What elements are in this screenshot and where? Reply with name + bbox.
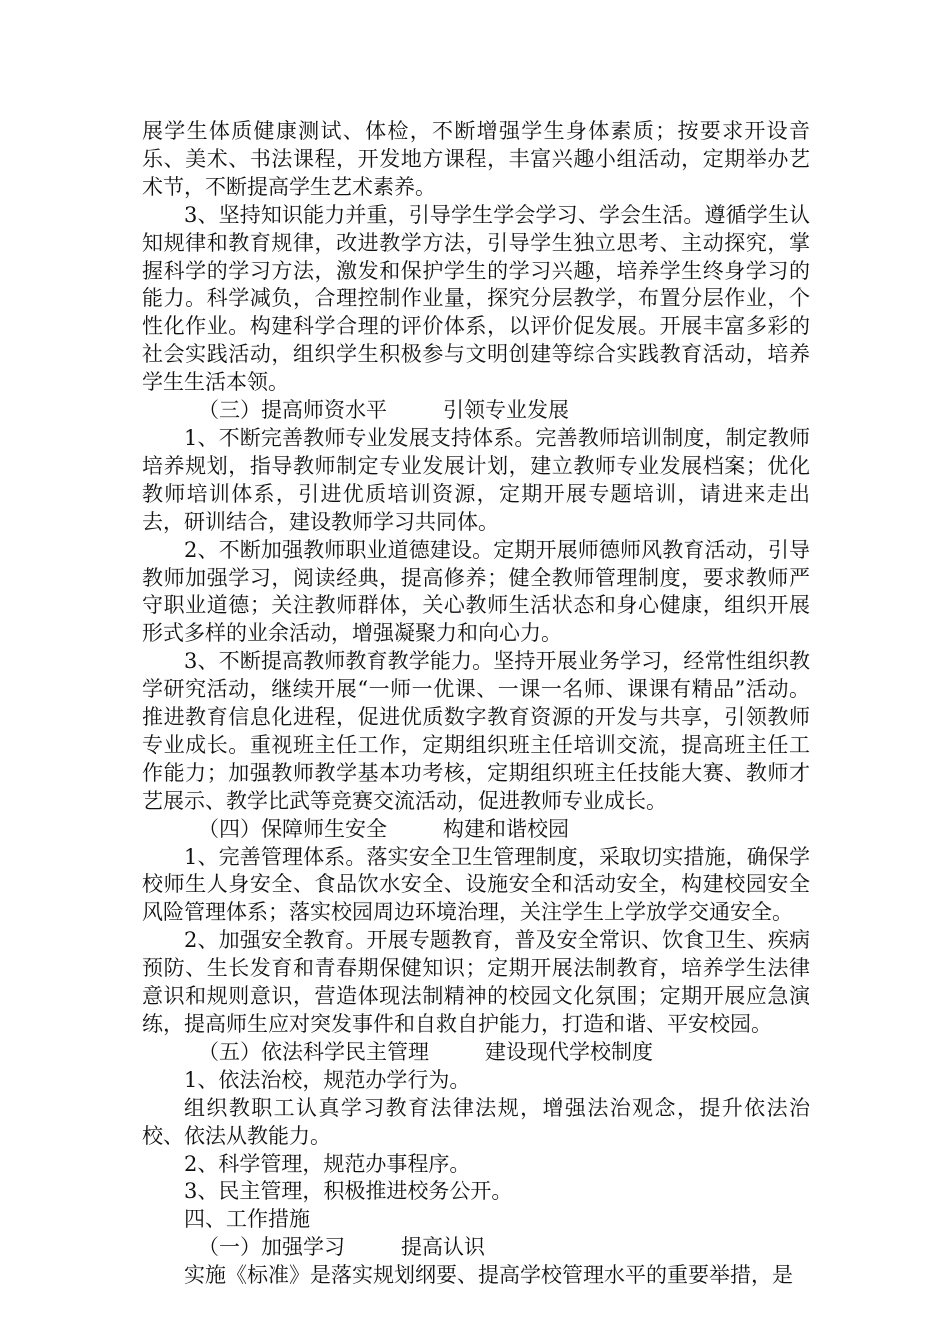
heading-part: （一）加强学习 — [198, 1235, 345, 1260]
paragraph-body: 2、不断加强教师职业道德建设。定期开展师德师风教育活动，引导教师加强学习，阅读经典，提高修养；健全教师管理制度，要求教师严守职业道德；关注教师群体，关心教师生活状态和身心健康，组织开展形式多样的业余活动，增强凝聚力和向心力。 — [142, 537, 810, 646]
section-heading — [142, 816, 810, 844]
paragraph-body: 展学生体质健康测试、体检，不断增强学生身体素质；按要求开设音乐、美术、书法课程，开发地方课程，丰富兴趣小组活动，定期举办艺术节，不断提高学生艺术素养。 — [142, 119, 810, 199]
heading-part: 构建和谐校园 — [443, 816, 569, 841]
paragraph-body: 1、不断完善教师专业发展支持体系。完善教师培训制度，制定教师培养规划，指导教师制定专业发展计划，建立教师专业发展档案；优化教师培训体系，引进优质培训资源，定期开展专题培训，请进来走出去，研训结合，建设教师学习共同体。 — [142, 425, 810, 534]
heading-part: 引领专业发展 — [443, 398, 569, 423]
heading-part: （三）提高师资水平 — [198, 398, 387, 423]
subheading: 1、依法治校，规范办学行为。 — [184, 1067, 471, 1092]
section-heading — [142, 1234, 810, 1262]
subheading: 3、民主管理，积极推进校务公开。 — [184, 1179, 513, 1204]
heading-part: （四）保障师生安全 — [198, 816, 387, 841]
heading-part: 提高认识 — [401, 1235, 485, 1260]
section-title: 四、工作措施 — [184, 1207, 310, 1232]
heading-part: 建设现代学校制度 — [485, 1039, 653, 1064]
paragraph-body: 组织教职工认真学习教育法律法规，增强法治观念，提升依法治校、依法从教能力。 — [142, 1095, 810, 1148]
paragraph-body: 实施《标准》是落实规划纲要、提高学校管理水平的重要举措，是 — [184, 1263, 793, 1288]
subheading: 2、科学管理，规范办事程序。 — [184, 1151, 471, 1176]
section-heading — [142, 397, 810, 425]
paragraph-body: 3、坚持知识能力并重，引导学生学会学习、学会生活。遵循学生认知规律和教育规律，改进教学方法，引导学生独立思考、主动探究，掌握科学的学习方法，激发和保护学生的学习兴趣，培养学生终身学习的能力。科学减负，合理控制作业量，探究分层教学，布置分层作业，个性化作业。构建科学合理的评价体系，以评价促发展。开展丰富多彩的社会实践活动，组织学生积极参与文明创建等综合实践教育活动，培养学生生活本领。 — [142, 202, 810, 395]
paragraph-body: 2、加强安全教育。开展专题教育，普及安全常识、饮食卫生、疾病预防、生长发育和青春期保健知识；定期开展法制教育，培养学生法律意识和规则意识，营造体现法制精神的校园文化氛围；定期开展应急演练，提高师生应对突发事件和自救自护能力，打造和谐、平安校园。 — [142, 928, 810, 1036]
paragraph-body: 1、完善管理体系。落实安全卫生管理制度，采取切实措施，确保学校师生人身安全、食品饮水安全、设施安全和活动安全，构建校园安全风险管理体系；落实校园周边环境治理，关注学生上学放学交通安全。 — [142, 844, 810, 925]
heading-part: （五）依法科学民主管理 — [198, 1039, 429, 1064]
document-page — [142, 118, 810, 1290]
paragraph-body: 3、不断提高教师教育教学能力。坚持开展业务学习，经常性组织教学研究活动，继续开展“一师一优课、一课一名师、课课有精品”活动。推进教育信息化进程，促进优质数字教育资源的开发与共享，引领教师专业成长。重视班主任工作，定期组织班主任培训交流，提高班主任工作能力；加强教师教学基本功考核，定期组织班主任技能大赛、教师才艺展示、教学比武等竞赛交流活动，促进教师专业成长。 — [142, 649, 810, 813]
section-heading — [142, 1039, 810, 1067]
